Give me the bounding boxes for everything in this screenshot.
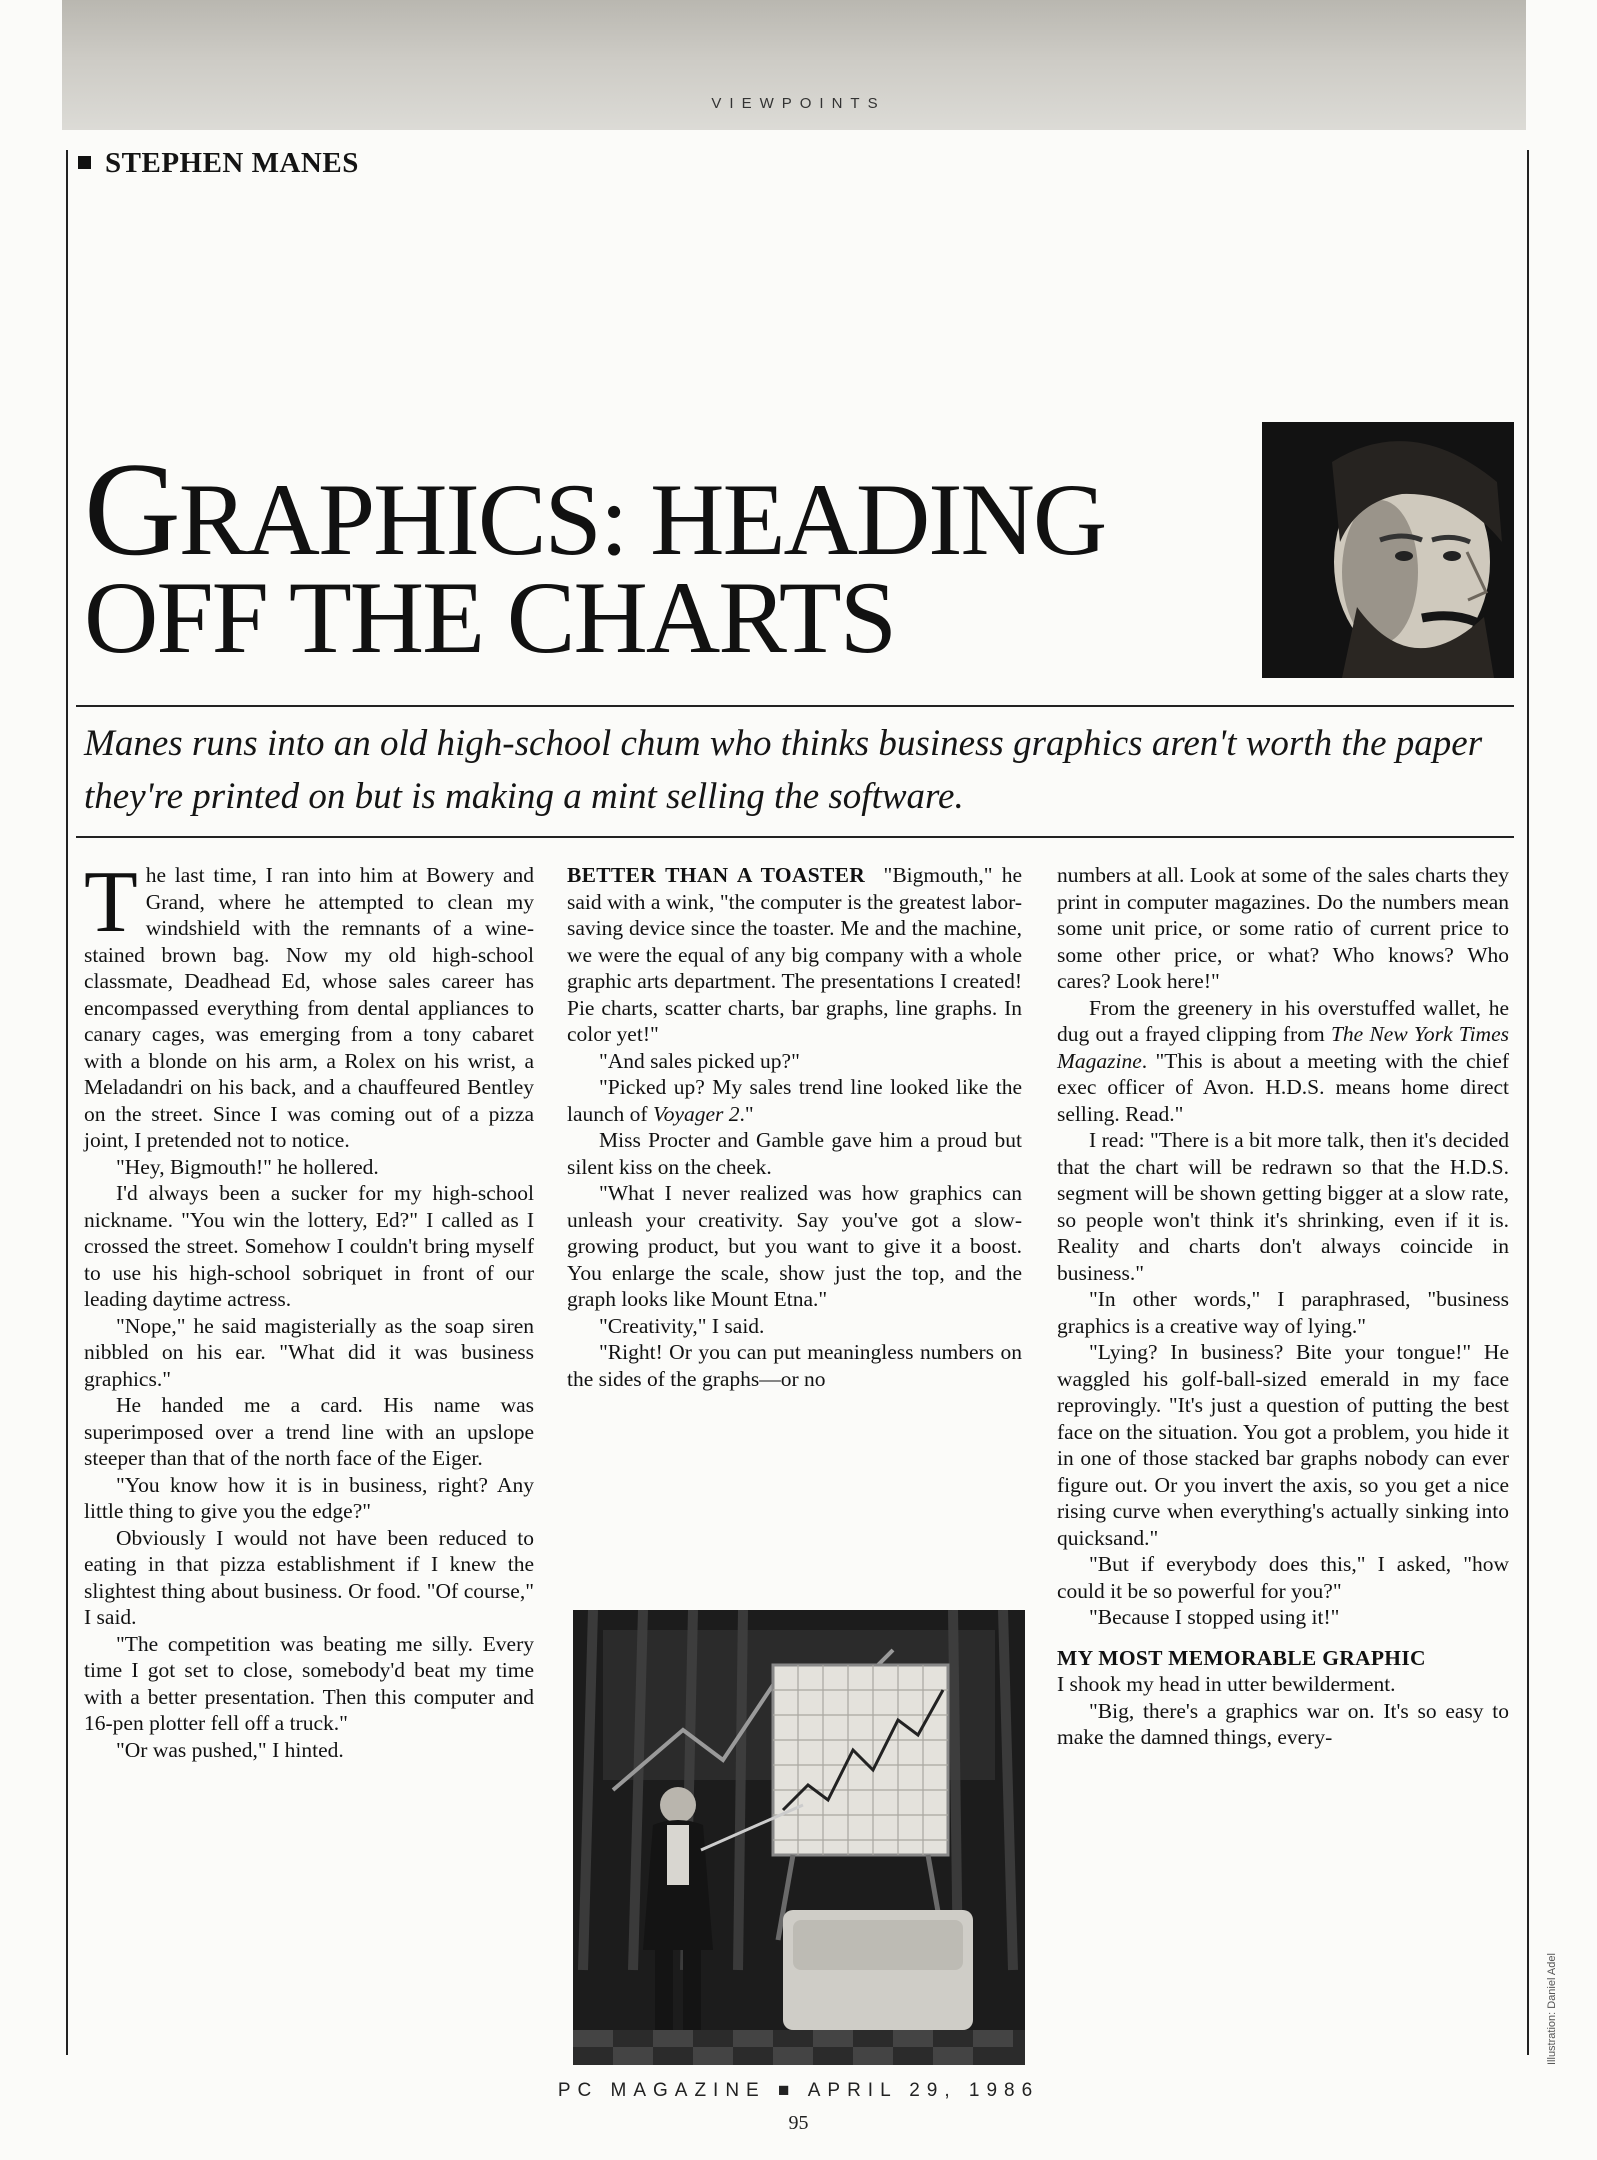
paragraph <box>567 1074 1022 1127</box>
paragraph <box>1057 995 1509 1128</box>
paragraph: "Or was pushed," I hinted. <box>116 1737 344 1762</box>
headline <box>84 435 1234 675</box>
paragraph: "Nope," he said magisterially as the soap siren nibbled on his ear. "What did it was business graphics." <box>84 1313 534 1391</box>
paragraph: "Right! Or you can put meaningless numbers on the sides of the graphs—or no <box>567 1340 1022 1391</box>
paragraph: "Creativity," I said. <box>599 1313 765 1338</box>
illustration <box>573 1610 1025 2065</box>
headline-initial: G <box>84 435 179 583</box>
column-1 <box>84 854 534 1763</box>
left-rule <box>66 150 68 2055</box>
paragraph: "Because I stopped using it!" <box>1089 1605 1340 1629</box>
paragraph: Obviously I would not have been reduced to eating in that pizza establishment if I knew the slightest thing about business. Or food. "Of course," I said. <box>84 1525 534 1629</box>
paragraph: "The competition was beating me silly. Every time I got set to close, somebody'd beat my time with a better presentation. Then this computer and 16-pen plotter fell off a truck." <box>84 1631 534 1735</box>
paragraph-text: "Bigmouth," he said with a wink, "the computer is the greatest labor-saving device since the toaster. Me and the machine, we were the equal of any big company with a whole graphic arts department. The presentations I created! Pie charts, scatter charts, bar graphs, line graphs. In color yet!" <box>567 863 1023 1046</box>
paragraph-text: From the greenery in his overstuffed wallet, he dug out a frayed clipping from <box>1057 995 1509 1046</box>
deck: Manes runs into an old high-school chum who thinks business graphics aren't worth the paper they're printed on but is making a mint selling the software. <box>84 723 1483 817</box>
paragraph <box>567 862 1022 1048</box>
paragraph: I shook my head in utter bewilderment. <box>1057 1672 1396 1696</box>
headline-line2: OFF THE CHARTS <box>84 561 895 675</box>
subhead-text: MY MOST MEMORABLE GRAPHIC <box>1057 1645 1426 1670</box>
paragraph-text: . "This is about a meeting with the chief exec officer of Avon. H.D.S. means home direct selling. Read." <box>1057 1048 1509 1126</box>
byline <box>78 147 359 180</box>
deck-bottom-rule <box>76 836 1514 838</box>
paragraph-text: "Picked up? My sales trend line looked like the launch of <box>567 1075 1022 1126</box>
drop-cap: T <box>84 854 138 951</box>
subhead-better-than-a-toaster: BETTER THAN A TOASTER <box>567 863 866 887</box>
paragraph: "You know how it is in business, right? Any little thing to give you the edge?" <box>84 1472 534 1523</box>
paragraph <box>84 854 534 1154</box>
paragraph-text: ." <box>739 1101 754 1126</box>
paragraph: "Hey, Bigmouth!" he hollered. <box>116 1154 379 1179</box>
bullet-square-icon <box>78 156 91 169</box>
paragraph: "What I never realized was how graphics can unleash your creativity. Say you've got a slow-growing product, but you want to give it a boost. You enlarge the scale, show just the top, and the graph looks like Mount Etna." <box>567 1181 1022 1311</box>
paragraph: numbers at all. Look at some of the sales charts they print in computer magazines. Do the numbers mean some unit price, or some ratio of current price to some other price, or what? Who knows? Who cares? Look here!" <box>1057 863 1509 993</box>
paragraph: "But if everybody does this," I asked, "how could it be so powerful for you?" <box>1057 1552 1509 1603</box>
page-number: 95 <box>788 2112 809 2134</box>
illustration-credit: Illustration: Daniel Adel <box>1546 1953 1558 2065</box>
italic-text: Voyager 2 <box>652 1101 740 1126</box>
deck-top-rule <box>76 705 1514 707</box>
paragraph: "And sales picked up?" <box>599 1048 800 1073</box>
paragraph: "Big, there's a graphics war on. It's so easy to make the damned things, every- <box>1057 1698 1509 1749</box>
paragraph: Miss Procter and Gamble gave him a proud but silent kiss on the cheek. <box>567 1128 1022 1179</box>
paragraph: "Lying? In business? Bite your tongue!" He waggled his golf-ball-sized emerald in my face reprovingly. "It's just a question of putting the best face on the situation. You got a problem, you hide it in one of those stacked bar graphs nobody can ever figure out. Or you invert the axis, so you get a nice rising curve when everything's actually sinking into quicksand." <box>1057 1340 1509 1550</box>
column-2 <box>567 862 1022 1392</box>
subhead-most-memorable-graphic <box>1057 1645 1509 1672</box>
paragraph: I read: "There is a bit more talk, then it's decided that the chart will be redrawn so that the H.D.S. segment will be shown getting bigger at a slow rate, so people won't think it's shrinking, even if it is. Reality and charts don't always coincide in business." <box>1057 1128 1509 1285</box>
italic-text: The New York Times Magazine <box>1057 1022 1509 1073</box>
right-rule <box>1527 150 1529 2055</box>
headline-line1: RAPHICS: HEADING <box>178 463 1106 577</box>
footer: PC MAGAZINE ■ APRIL 29, 1986 <box>557 2080 1040 2101</box>
author-portrait <box>1262 422 1514 678</box>
author-name: STEPHEN MANES <box>105 147 359 179</box>
paragraph: He handed me a card. His name was superimposed over a trend line with an upslope steeper than that of the north face of the Eiger. <box>84 1393 534 1470</box>
paragraph: I'd always been a sucker for my high-school nickname. "You win the lottery, Ed?" I called as I crossed the street. Somehow I couldn't bring myself to use his high-school sobriquet in front of our leading daytime actress. <box>84 1181 534 1311</box>
paragraph-text: he last time, I ran into him at Bowery and Grand, where he attempted to clean my windshield with the remnants of a wine-stained brown bag. Now my old high-school classmate, Deadhead Ed, whose sales career has encompassed everything from dental appliances to canary cages, was emerging from a tony cabaret with a blonde on his arm, a Rolex on his wrist, a Meladandri on his back, and a chauffeured Bentley on the street. Since I was coming out of a pizza joint, I pretended not to notice. <box>84 863 534 1152</box>
paragraph: "In other words," I paraphrased, "business graphics is a creative way of lying." <box>1057 1287 1509 1338</box>
column-3 <box>1057 862 1509 1751</box>
section-label: VIEWPOINTS <box>711 95 886 112</box>
